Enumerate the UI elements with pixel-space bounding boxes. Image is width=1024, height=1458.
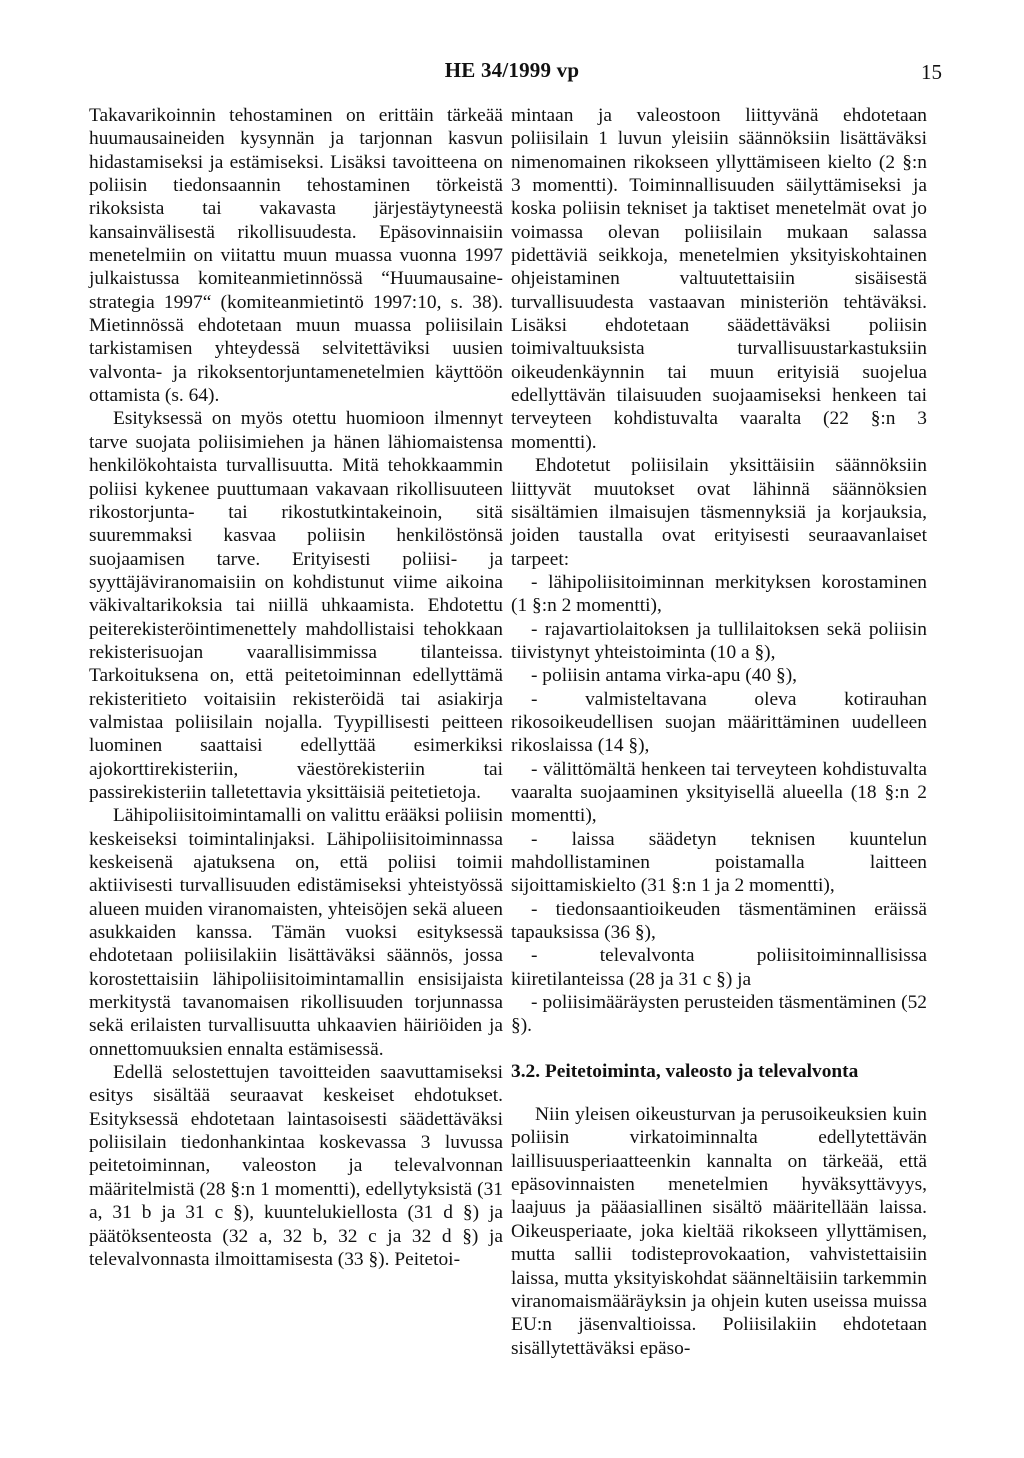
list-item: - laissa säädetyn teknisen kuuntelun mahdollistaminen poistamalla laitteen sijoittamiskielto (31 §:n 1 ja 2 momentti), [511,828,927,897]
list-item: - lähipoliisitoiminnan merkityksen korostaminen (1 §:n 2 momentti), [511,571,927,617]
paragraph: Esityksessä on myös otettu huomioon ilmennyt tarve suojata poliisimiehen ja hänen lähiomaistensa henkilökohtaista turvallisuutta. Mitä tehokkaammin poliisi kykenee puuttumaan vakavaan rikollisuuteen rikostorjunta- tai rikostutkintakeinoin, sitä suuremmaksi kasvaa poliisin henkilöstönsä suojaamisen tarve. Erityisesti poliisi- ja syyttäjäviranomaisiin on kohdistunut viime aikoina väkivaltarikoksia tai niillä uhkaamista. Ehdotettu peiterekisteröintimenettely mahdollistaisi tehokkaan rekisterisuojan vaarallisimmissa tilanteissa. Tarkoituksena on, että peitetoiminnan edellyttämä rekisteritieto voitaisiin rekisteröidä tai asiakirja valmistaa poliisilain nojalla. Tyypillisesti peitteen luominen saattaisi edellyttää esimerkiksi ajokorttirekisteriin, väestörekisteriin tai passirekisteriin talletettavia yksittäisiä peitetietoja. [89,408,503,803]
list-item: - rajavartiolaitoksen ja tullilaitoksen sekä poliisin tiivistynyt yhteistoiminta (10 a §), [511,618,927,663]
list-item: - televalvonta poliisitoiminnallisissa kiiretilanteissa (28 ja 31 c §) ja [511,945,927,990]
page-header [0,52,1024,92]
paragraph: Lähipoliisitoimintamalli on valittu erääksi poliisin keskeiseksi toimintalinjaksi. Lähipoliisitoiminnassa keskeisenä ajatuksena on, että poliisi toimii aktiivisesti turvallisuuden edistämiseksi yhteistyössä alueen muiden viranomaisten, yhteisöjen sekä alueen asukkaiden kanssa. Tämän vuoksi esityksessä ehdotetaan poliisilakiin lisättäväksi säännös, jossa korostettaisiin lähipoliisitoimintamallin ensisijaista merkitystä tavanomaisen rikollisuuden torjunnassa sekä erilaisten turvallisuutta uhkaavien häiriöiden ja onnettomuuksien ennalta estämisessä. [89,805,503,1060]
paragraph: Ehdotetut poliisilain yksittäisiin säännöksiin liittyvät muutokset ovat lähinnä säännöksien sisältämien ilmaisujen täsmennyksiä ja korjauksia, joiden taustalla ovat erityisesti seuraavanlaiset tarpeet: [511,455,927,570]
document-id: HE 34/1999 vp [444,58,580,82]
list-item: - valmisteltavana oleva kotirauhan rikosoikeudellisen suojan määrittäminen uudelleen rikoslaissa (14 §), [511,688,927,757]
list-item: - poliisin antama virka-apu (40 §), [531,665,798,687]
list-item: - tiedonsaantioikeuden täsmentäminen eräissä tapauksissa (36 §), [511,898,927,944]
paragraph: Takavarikoinnin tehostaminen on erittäin tärkeää huumausaineiden kysynnän ja tarjonnan kasvun hidastamiseksi ja estämiseksi. Lisäksi tavoitteena on poliisin tiedonsaannin tehostaminen törkeistä rikoksista tai vakavasta järjestäytyneestä kansainvälisestä rikollisuudesta. Epäsovinnaisiin menetelmiin on viitattu muun muassa vuonna 1997 julkaistussa komiteanmietinnössä “Huumausaine-strategia 1997“ (komiteanmietintö 1997:10, s. 38). Mietinnössä ehdotetaan muun muassa poliisilain tarkistamisen yhteydessä selvitettäviksi uusien valvonta- ja rikoksentorjuntamenetelmien käyttöön ottamista (s. 64). [89,105,503,407]
list-item: - välittömältä henkeen tai terveyteen kohdistuvalta vaaralta suojaaminen yksityisellä alueella (18 §:n 2 momentti), [511,758,927,827]
paragraph: Niin yleisen oikeusturvan ja perusoikeuksien kuin poliisin virkatoiminnalta edellytettävän laillisuusperiaatteenkin kannalta on tärkeää, että epäsovinnaisten menetelmien hyväksyttävyys, laajuus ja pääasiallinen sisältö määritellään laissa. Oikeusperiaate, joka kieltää rikokseen yllyttämisen, mutta sallii todisteprovokaation, vahvistettaisiin laissa, mutta yksityiskohdat säänneltäisiin tarkemmin viranomaismääräyksin ja ohjein kuten useissa muissa EU:n jäsenvaltioissa. Poliisilakiin ehdotetaan sisällytettäväksi epäso- [511,1104,927,1359]
paragraph: Edellä selostettujen tavoitteiden saavuttamiseksi esitys sisältää seuraavat keskeiset ehdotukset. Esityksessä ehdotetaan laintasoisesti säädettäväksi poliisilain tiedonhankintaa koskevassa 3 luvussa peitetoiminnan, valeoston ja televalvonnan määritelmistä (28 §:n 1 momentti), edellytyksistä (31 a, 31 b ja 31 c §), kuuntelukiellosta (31 d §) ja päätöksenteosta (32 a, 32 b, 32 c ja 32 d §) ja televalvonnasta ilmoittamisesta (33 §). Peitetoi- [89,1062,503,1270]
right-column [511,104,927,1360]
list-item: - poliisimääräysten perusteiden täsmentäminen (52 §). [511,992,927,1037]
page-number: 15 [921,60,942,84]
left-column [89,104,503,1271]
paragraph: mintaan ja valeostoon liittyvänä ehdotetaan poliisilain 1 luvun yleisiin säännöksiin lisättäväksi nimenomainen rikokseen yllyttämiseen kielto (2 §:n 3 momentti). Toiminnallisuuden säilyttämiseksi ja koska poliisin tekniset ja taktiset menetelmät ovat jo voimassa olevan poliisilain mukaan salassa pidettäviä seikkoja, menetelmien yksityiskohtainen ohjeistaminen valtuutettaisiin sisäisestä turvallisuudesta vastaavan ministeriön tehtäväksi. Lisäksi ehdotetaan säädettäväksi poliisin toimivaltuuksista turvallisuustarkastuksiin oikeudenkäynnin tai muun erityisiä suojelua edellyttävän tilaisuuden suojaamiseksi henkeen tai terveyteen kohdistuvalta vaaralta (22 §:n 3 momentti). [511,105,927,453]
section-heading: 3.2. Peitetoiminta, valeosto ja televalvonta [511,1060,859,1082]
